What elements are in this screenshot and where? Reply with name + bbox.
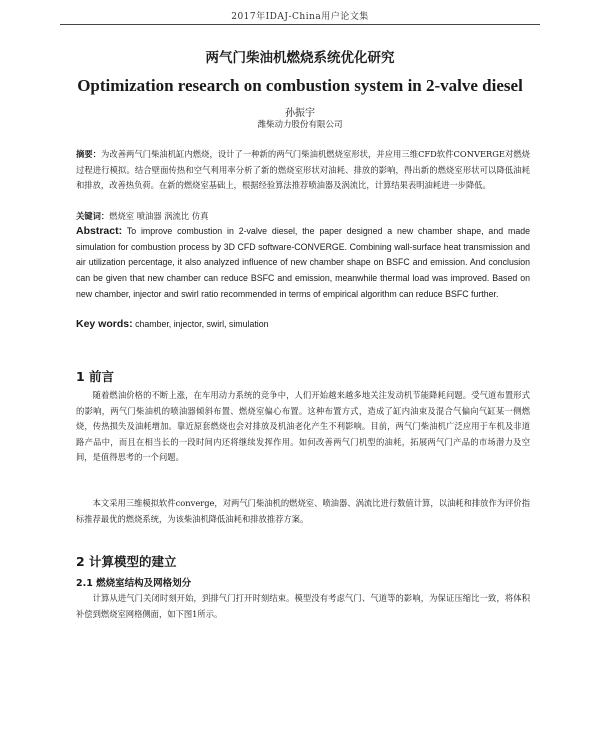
title-chinese: 两气门柴油机燃烧系统优化研究 [205, 50, 395, 66]
keywords-english [76, 318, 530, 330]
title-english: Optimization research on combustion system in 2-valve diesel [77, 76, 523, 95]
keywords-chinese [76, 209, 530, 223]
abstract-chinese-text: 为改善两气门柴油机缸内燃烧，设计了一种新的两气门柴油机燃烧室形状，并应用三维CFD软件CONVERGE对燃烧过程进行模拟。结合壁面传热和空气利用率分析了新的燃烧室形状对油耗、排放的影响，得出新的燃烧室形状可以降低油耗和排放，改善热负荷。在新的燃烧室基础上，根据经验算法推荐喷油器及涡流比，计算结果表明油耗进一步降低。 [76, 149, 530, 190]
section-2-1-heading: 2.1 燃烧室结构及网格划分 [76, 578, 192, 589]
section-2-heading: 2 计算模型的建立 [76, 554, 177, 569]
section-1-paragraph-2: 本文采用三维模拟软件converge，对两气门柴油机的燃烧室、喷油器、涡流比进行数值计算，以油耗和排放作为评价指标推荐最优的燃烧系统，为该柴油机降低油耗和排放推荐方案。 [76, 498, 530, 524]
section-2-1-paragraph: 计算从进气门关闭时刻开始，到排气门打开时刻结束。模型没有考虑气门、气道等的影响，为保证压缩比一致，将体积补偿到燃烧室网格侧面，如下图1所示。 [76, 593, 530, 619]
header-rule [60, 24, 540, 25]
author: 孙振宇 [285, 108, 315, 119]
abstract-english-label: Abstract: [76, 225, 123, 237]
affiliation: 潍柴动力股份有限公司 [257, 120, 343, 130]
abstract-english-text: To improve combustion in 2-valve diesel, the paper designed a new chamber shape, and made simulation for combustion process by 3D CFD software-CONVERGE. Combining wall-surface heat transmission and air utilization percentage, it also analyzed influence of new chamber shape on BSFC and emission. And conclusion can be given that new chamber can reduce BSFC and emission, meanwhile thermal load was improved. Based on new chamber, injector and swirl ratio recommended in terms of empirical algorithm can reduce BSFC further. [76, 226, 530, 299]
abstract-chinese-label: 摘要： [76, 149, 102, 159]
section-1-paragraph-1: 随着燃油价格的不断上涨，在车用动力系统的竞争中，人们开始越来越多地关注发动机节能降耗问题。受气道布置形式的影响，两气门柴油机的喷油器倾斜布置、燃烧室偏心布置。这种布置方式，造成了缸内油束及混合气偏向气缸某一侧燃烧，传热损失及油耗增加。靠近原套燃烧也会对排放及机油老化产生不利影响。目前，两气门柴油机广泛应用于车机及非道路产品中，而且在相当长的一段时间内还将继续发挥作用。如何改善两气门机型的油耗，拓展两气门产品的市场潜力及空间，是值得思考的一个问题。 [76, 390, 530, 463]
keywords-chinese-text: 燃烧室 喷油器 涡流比 仿真 [109, 211, 209, 221]
keywords-chinese-label: 关键词： [76, 211, 110, 221]
running-header: 2017年IDAJ-China用户论文集 [231, 12, 369, 22]
keywords-english-label: Key words: [76, 318, 133, 330]
keywords-english-text: chamber, injector, swirl, simulation [135, 319, 269, 329]
section-1-heading: 1 前言 [76, 369, 115, 384]
abstract-chinese [76, 147, 530, 194]
abstract-english [76, 224, 530, 303]
